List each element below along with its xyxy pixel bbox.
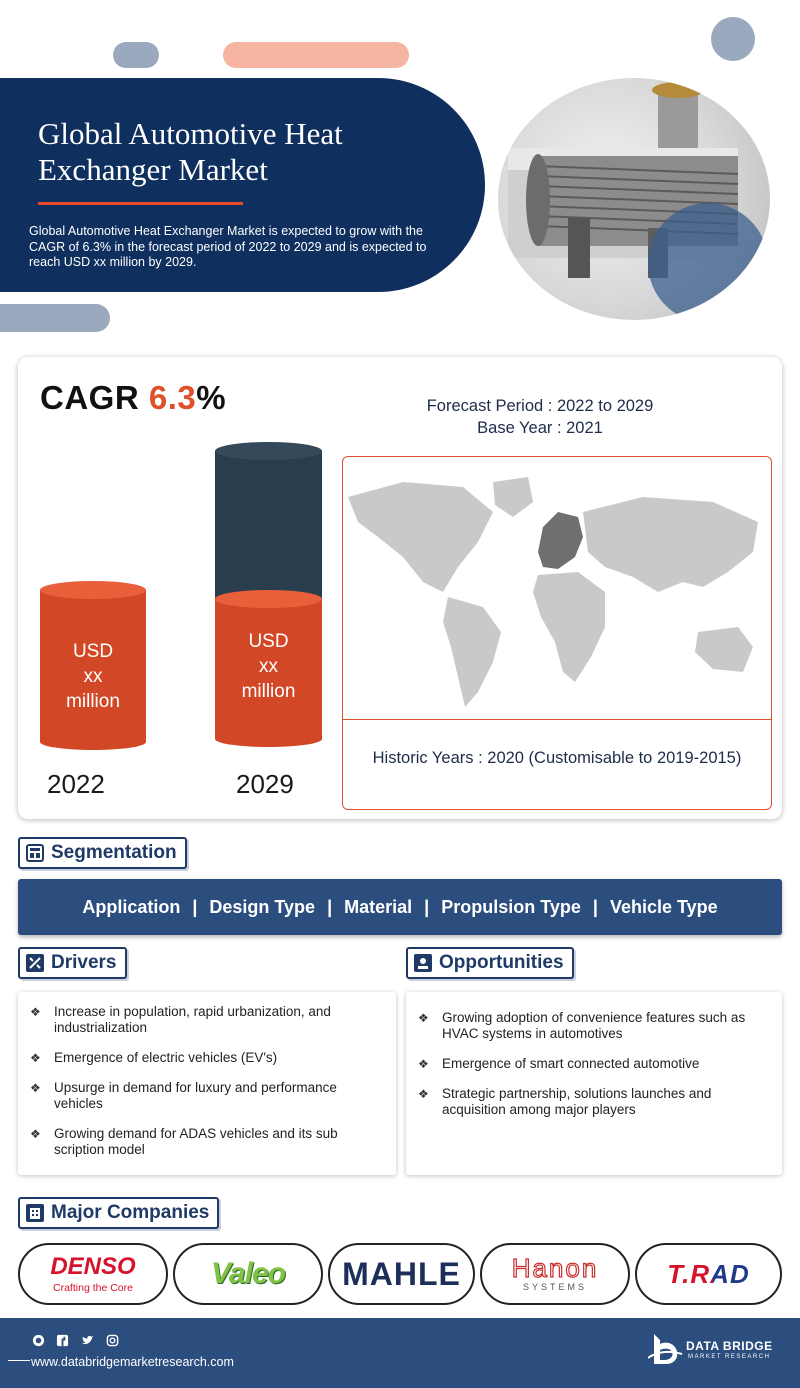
title-underline <box>38 202 243 205</box>
driver-item: ❖ Emergence of electric vehicles (EV's) <box>30 1050 278 1065</box>
decorative-circle <box>711 17 755 61</box>
driver-item: ❖ Growing demand for ADAS vehicles and its sub scription model <box>30 1126 338 1157</box>
brand-sub: MARKET RESEARCH <box>688 1354 771 1360</box>
segmentation-bar <box>18 879 782 935</box>
segment-separator: | <box>192 896 198 917</box>
facebook-icon[interactable] <box>56 1334 69 1347</box>
world-map <box>343 457 772 719</box>
base-year: Base Year : 2021 <box>477 419 603 437</box>
valeo-logo: Valeo <box>173 1243 323 1305</box>
bar-2022-label: USD xx million <box>66 641 120 712</box>
page-title: Global Automotive Heat Exchanger Market <box>38 116 343 187</box>
brand-name: DATA BRIDGE <box>686 1339 773 1353</box>
segmentation-icon <box>25 843 45 863</box>
opportunity-item: ❖ Strategic partnership, solutions launches and acquisition among major players <box>418 1086 712 1117</box>
market-description: Global Automotive Heat Exchanger Market is expected to grow with the CAGR of 6.3% in the forecast period of 2022 to 2029 and is expected to reach USD xx million by 2029. <box>29 224 427 269</box>
opportunities-card <box>406 992 782 1175</box>
segment-application: Application <box>82 896 181 917</box>
drivers-icon <box>25 953 45 973</box>
decorative-pill-grey <box>113 42 159 68</box>
segmentation-heading: Segmentation <box>18 837 187 869</box>
world-map-box <box>342 456 772 810</box>
decorative-pill-bottom <box>0 304 110 332</box>
segment-vehicle-type: Vehicle Type <box>609 896 718 917</box>
historic-years: Historic Years : 2020 (Customisable to 2019-2015) <box>372 749 742 767</box>
heat-exchanger-image <box>498 78 770 320</box>
segment-separator: | <box>327 896 333 917</box>
cagr-value: 6.3 <box>148 379 197 416</box>
year-2022: 2022 <box>47 769 105 799</box>
footer-rule <box>8 1360 30 1361</box>
footer <box>0 1318 800 1388</box>
drivers-card <box>18 992 396 1175</box>
denso-logo: DENSO Crafting the Core <box>18 1243 168 1305</box>
cylinder-bars <box>18 357 348 819</box>
stats-card <box>18 357 782 819</box>
opportunity-item: ❖ Growing adoption of convenience features such as HVAC systems in automotives <box>418 1010 746 1041</box>
hanon-systems-logo: Hanon SYSTEMS <box>480 1243 630 1305</box>
trad-logo: T.RAD <box>635 1243 782 1305</box>
companies-heading: Major Companies <box>18 1197 219 1229</box>
instagram-icon[interactable] <box>106 1334 119 1347</box>
website-link[interactable]: www.databridgemarketresearch.com <box>31 1355 234 1369</box>
companies-icon <box>25 1203 45 1223</box>
data-bridge-logo <box>648 1328 778 1370</box>
hero-banner <box>0 78 485 292</box>
cagr-unit: % <box>196 379 227 416</box>
whatsapp-icon[interactable] <box>32 1334 45 1347</box>
opportunity-item: ❖ Emergence of smart connected automotive <box>418 1056 700 1071</box>
cagr-label: CAGR <box>40 379 140 416</box>
opportunities-heading: Opportunities <box>406 947 574 979</box>
data-bridge-mark-icon <box>648 1330 684 1368</box>
twitter-icon[interactable] <box>81 1334 94 1347</box>
decorative-pill-pink <box>223 42 409 68</box>
segment-separator: | <box>424 896 430 917</box>
drivers-heading: Drivers <box>18 947 127 979</box>
opportunities-icon <box>413 953 433 973</box>
forecast-period: Forecast Period : 2022 to 2029 <box>426 397 654 415</box>
segment-propulsion-type: Propulsion Type <box>441 896 581 917</box>
forecast-info <box>348 395 732 439</box>
bar-2029-label: USD xx million <box>241 631 296 702</box>
driver-item: ❖ Upsurge in demand for luxury and performance vehicles <box>30 1080 337 1111</box>
mahle-logo: MAHLE <box>328 1243 475 1305</box>
segment-material: Material <box>344 896 413 917</box>
driver-item: ❖ Increase in population, rapid urbanization, and industrialization <box>30 1004 331 1035</box>
year-2029: 2029 <box>236 769 294 799</box>
segment-separator: | <box>592 896 598 917</box>
map-divider <box>343 719 771 720</box>
segment-design-type: Design Type <box>209 896 316 917</box>
